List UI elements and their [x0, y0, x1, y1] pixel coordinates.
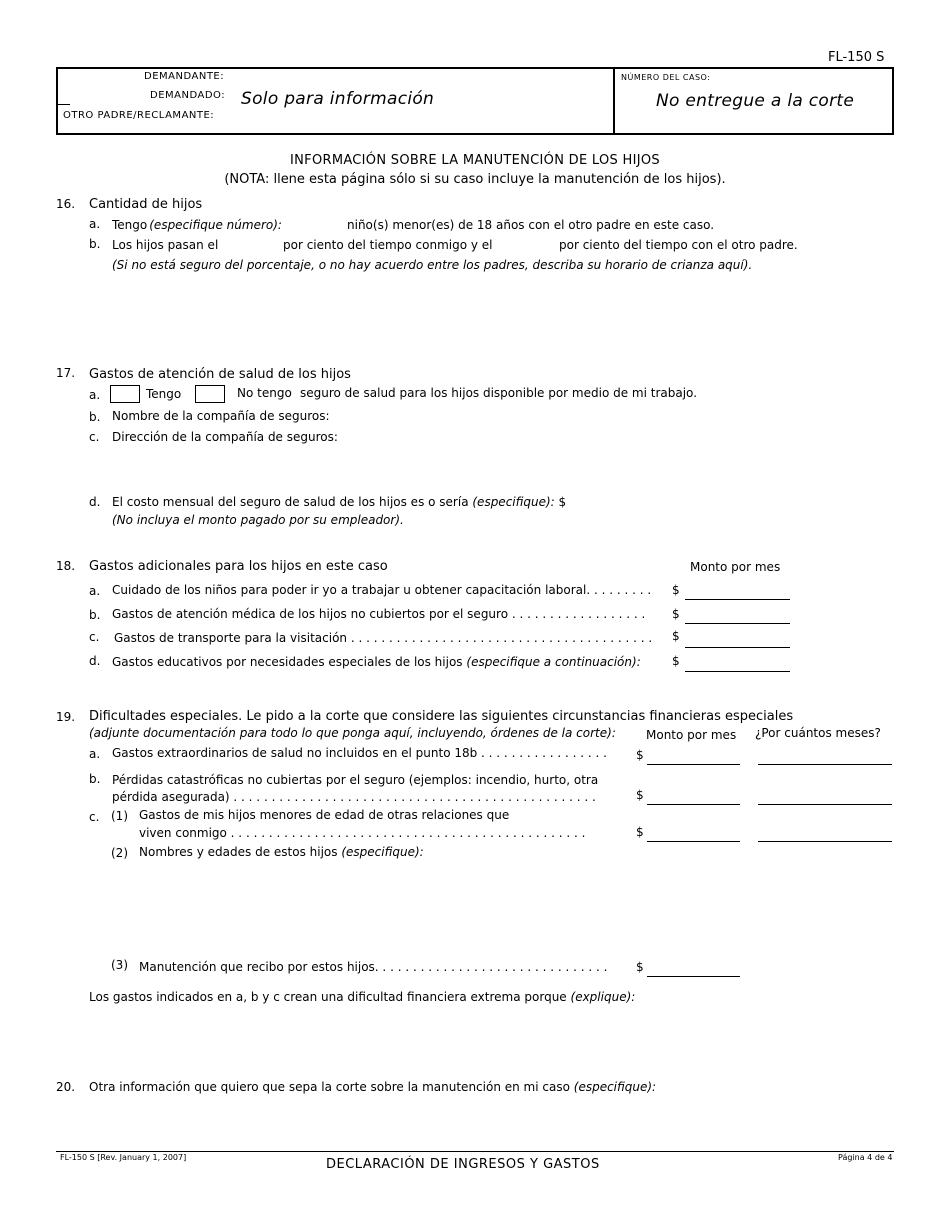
item-18c-dollar: $	[672, 629, 680, 643]
item-18-column-header: Monto por mes	[690, 560, 781, 574]
section-note: (NOTA: llene esta página sólo si su caso incluye la manutención de los hijos).	[224, 172, 726, 187]
item-19c1-amount-field[interactable]	[647, 841, 740, 842]
insurance-company-address-label: Dirección de la compañía de seguros:	[112, 430, 338, 444]
item-18a-dollar: $	[672, 583, 680, 597]
item-20-text: Otra información que quiero que sepa la corte sobre la manutención en mi caso (especifique):	[89, 1080, 657, 1094]
item-17d-note: (No incluya el monto pagado por su empleador).	[112, 513, 404, 527]
do-not-file-stamp: No entregue a la corte	[656, 91, 855, 111]
item-19b-letter: b.	[89, 772, 101, 786]
item-18c-amount-field[interactable]	[685, 647, 790, 648]
footer-revision: FL-150 S [Rev. January 1, 2007]	[60, 1153, 187, 1162]
respondent-label: DEMANDADO:	[150, 90, 226, 101]
item-19b-text-1: Pérdidas catastróficas no cubiertas por el seguro (ejemplos: incendio, hurto, otra	[112, 773, 599, 787]
item-19c1-dollar: $	[636, 825, 644, 839]
item-19c3-number: (3)	[111, 958, 128, 972]
item-19a-amount-field[interactable]	[647, 764, 740, 765]
item-16b-text-1: Los hijos pasan el	[112, 238, 219, 252]
item-19-col-months: ¿Por cuántos meses?	[755, 726, 881, 740]
item-19c1-months-field[interactable]	[758, 841, 892, 842]
item-19c3-text: Manutención que recibo por estos hijos. . . . . . . . . . . . . . . . . . . . . . . . . . . . . . .	[139, 960, 608, 974]
other-parent-label: OTRO PADRE/RECLAMANTE:	[63, 110, 215, 121]
item-16a-text: Tengo (especifique número):	[112, 218, 282, 232]
item-19a-text: Gastos extraordinarios de salud no incluidos en el punto 18b . . . . . . . . . . . . . . . . .	[112, 746, 607, 760]
form-id: FL-150 S	[828, 50, 885, 65]
item-19c1-text-1: Gastos de mis hijos menores de edad de otras relaciones que	[139, 808, 510, 822]
item-18d-text: Gastos educativos por necesidades especiales de los hijos (especifique a continuación):	[112, 655, 641, 669]
item-18a-text: Cuidado de los niños para poder ir yo a trabajar u obtener capacitación laboral. . . . . . . . .	[112, 583, 652, 597]
item-19b-dollar: $	[636, 788, 644, 802]
item-19b-amount-field[interactable]	[647, 804, 740, 805]
item-19b-text-2: pérdida asegurada) . . . . . . . . . . . . . . . . . . . . . . . . . . . . . . . . . . . . . . . . . . . . . . . .	[112, 790, 596, 804]
item-18d-dollar: $	[672, 654, 680, 668]
item-16b-note: (Si no está seguro del porcentaje, o no hay acuerdo entre los padres, describa su horario de crianza aquí).	[112, 258, 753, 272]
item-16b-letter: b.	[89, 237, 101, 251]
petitioner-label: DEMANDANTE:	[144, 71, 225, 82]
item-19c2-text: Nombres y edades de estos hijos (especifique):	[139, 845, 424, 859]
item-16-number: 16.	[56, 197, 76, 211]
item-17a-text: seguro de salud para los hijos disponible por medio de mi trabajo.	[300, 386, 698, 400]
item-19b-months-field[interactable]	[758, 804, 892, 805]
item-19-number: 19.	[56, 710, 76, 724]
no-insurance-label: No tengo	[237, 386, 292, 400]
item-17a-letter: a.	[89, 388, 101, 402]
item-17b-letter: b.	[89, 410, 101, 424]
item-19a-months-field[interactable]	[758, 764, 892, 765]
item-18d-amount-field[interactable]	[685, 671, 790, 672]
no-insurance-checkbox[interactable]	[195, 385, 225, 403]
caption-divider	[613, 67, 615, 135]
item-18b-dollar: $	[672, 607, 680, 621]
item-19c-letter: c.	[89, 810, 100, 824]
item-18b-amount-field[interactable]	[685, 623, 790, 624]
item-18c-text: Gastos de transporte para la visitación . . . . . . . . . . . . . . . . . . . . . . . . . . . . . . . . . . . . . . . .	[114, 631, 653, 645]
item-16a-letter: a.	[89, 217, 101, 231]
item-18a-letter: a.	[89, 584, 101, 598]
item-18c-letter: c.	[89, 630, 100, 644]
info-only-stamp: Solo para información	[241, 89, 435, 109]
item-16-title: Cantidad de hijos	[89, 197, 203, 212]
item-18-title: Gastos adicionales para los hijos en este caso	[89, 559, 388, 574]
insurance-company-name-label: Nombre de la compañía de seguros:	[112, 409, 330, 423]
footer-title: DECLARACIÓN DE INGRESOS Y GASTOS	[326, 1157, 600, 1172]
item-19-subtitle: (adjunte documentación para todo lo que ponga aquí, incluyendo, órdenes de la corte):	[89, 726, 616, 740]
item-17-number: 17.	[56, 366, 76, 380]
item-18b-letter: b.	[89, 608, 101, 622]
section-title: INFORMACIÓN SOBRE LA MANUTENCIÓN DE LOS HIJOS	[290, 153, 660, 168]
item-18d-letter: d.	[89, 654, 101, 668]
item-18-number: 18.	[56, 559, 76, 573]
caption-mark	[57, 104, 70, 105]
case-number-label: NÚMERO DEL CASO:	[621, 73, 711, 82]
item-18b-text: Gastos de atención médica de los hijos no cubiertos por el seguro . . . . . . . . . . . . . . . . . .	[112, 607, 646, 621]
item-19-col-month: Monto por mes	[646, 728, 737, 742]
item-16b-text-2: por ciento del tiempo conmigo y el	[283, 238, 493, 252]
footer-rule	[56, 1151, 894, 1152]
item-19a-letter: a.	[89, 747, 101, 761]
item-17-title: Gastos de atención de salud de los hijos	[89, 367, 351, 382]
item-19c3-amount-field[interactable]	[647, 976, 740, 977]
item-16b-text-3: por ciento del tiempo con el otro padre.	[559, 238, 798, 252]
item-19c1-text-2: viven conmigo . . . . . . . . . . . . . . . . . . . . . . . . . . . . . . . . . . . . . . . . . . . . . . .	[139, 826, 586, 840]
item-19c2-number: (2)	[111, 846, 128, 860]
item-18a-amount-field[interactable]	[685, 599, 790, 600]
item-19-explain: Los gastos indicados en a, b y c crean una dificultad financiera extrema porque (explique):	[89, 990, 636, 1004]
have-insurance-checkbox[interactable]	[110, 385, 140, 403]
item-19-title: Dificultades especiales. Le pido a la corte que considere las siguientes circunstancias financieras especiales	[89, 709, 794, 724]
item-19c1-number: (1)	[111, 809, 128, 823]
item-17d-letter: d.	[89, 495, 101, 509]
item-16a-text-end: niño(s) menor(es) de 18 años con el otro padre en este caso.	[347, 218, 715, 232]
footer-page-number: Página 4 de 4	[838, 1153, 893, 1162]
item-19a-dollar: $	[636, 748, 644, 762]
item-20-number: 20.	[56, 1080, 76, 1094]
item-17d-text: El costo mensual del seguro de salud de los hijos es o sería (especifique): $	[112, 495, 567, 509]
item-19c3-dollar: $	[636, 960, 644, 974]
item-17c-letter: c.	[89, 430, 100, 444]
have-insurance-label: Tengo	[146, 387, 182, 401]
